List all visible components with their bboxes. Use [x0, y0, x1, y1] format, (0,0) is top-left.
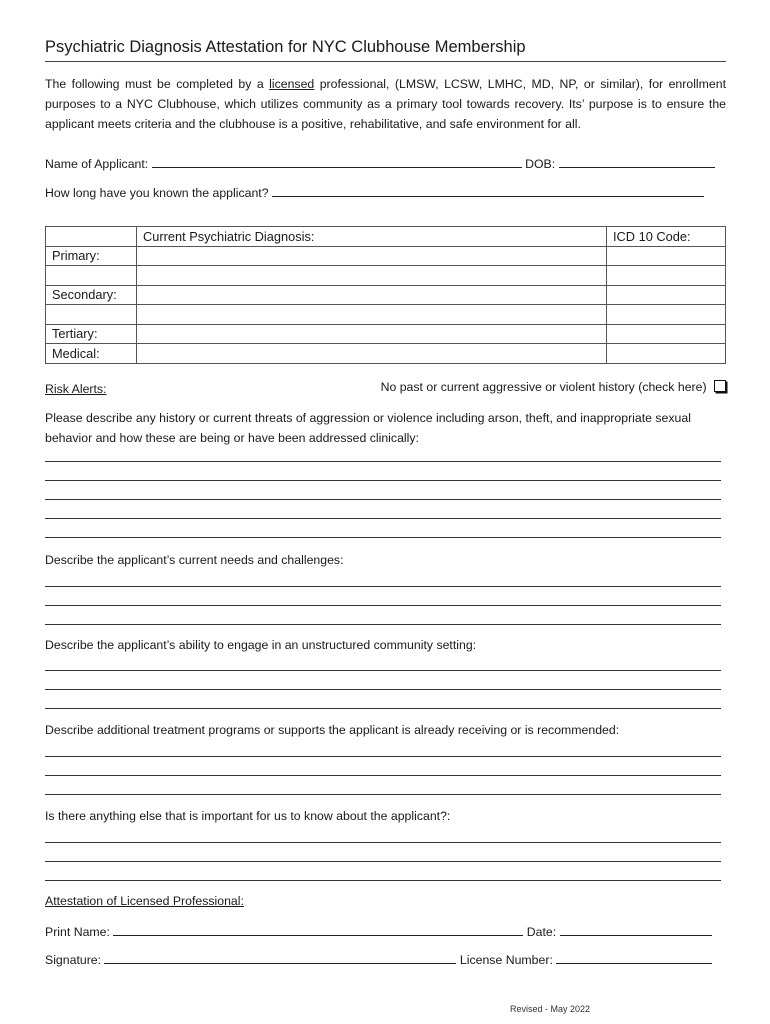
violence-answer-line[interactable]: [45, 499, 721, 500]
no-violence-checkbox[interactable]: [714, 380, 726, 392]
license-field[interactable]: [556, 951, 712, 964]
needs-answer-line[interactable]: [45, 605, 721, 606]
attestation-heading: Attestation of Licensed Professional:: [45, 894, 244, 908]
icd-cell[interactable]: [607, 285, 726, 305]
no-violence-label: No past or current aggressive or violent history (check here): [380, 380, 707, 394]
other-info-prompt: Is there anything else that is important for us to know about the applicant?:: [45, 809, 451, 823]
diagnosis-row: [46, 285, 726, 305]
row-label: Medical:: [46, 344, 137, 364]
icd-cell[interactable]: [607, 266, 726, 286]
diagnosis-row: [46, 324, 726, 344]
treatment-prompt: Describe additional treatment programs or supports the applicant is already receiving or is recommended:: [45, 723, 620, 737]
intro-text-end: professional, (LMSW, LCSW, LMHC, MD, NP, or similar), for enrollment purposes to a NYC Clubhouse, which utilizes community as a primary tool towards recovery. Its’ purpose is to ensure the applicant meets criteria and the clubhouse is a positive, rehabilitative, and safe environment for all.: [45, 77, 726, 131]
row-label: Primary:: [46, 246, 137, 266]
print-name-field[interactable]: [113, 923, 523, 936]
diagnosis-row: [46, 344, 726, 364]
revision-note: Revised - May 2022: [510, 1004, 591, 1014]
dob-label: DOB:: [525, 157, 556, 171]
signature-row: [45, 951, 712, 967]
diagnosis-header-row: [46, 227, 726, 247]
needs-answer-line[interactable]: [45, 624, 721, 625]
other-info-answer-line[interactable]: [45, 861, 721, 862]
risk-alerts-heading: Risk Alerts:: [45, 382, 107, 396]
intro-text-start: The following must be completed by a: [45, 77, 270, 91]
signature-field[interactable]: [104, 951, 456, 964]
applicant-name-row: [45, 155, 715, 171]
needs-answer-line[interactable]: [45, 586, 721, 587]
date-label: Date:: [526, 925, 557, 939]
diagnosis-cell[interactable]: [137, 285, 607, 305]
violence-answer-line[interactable]: [45, 461, 721, 462]
needs-prompt: Describe the applicant’s current needs and challenges:: [45, 553, 344, 567]
engage-answer-line[interactable]: [45, 708, 721, 709]
diagnosis-cell[interactable]: [137, 344, 607, 364]
license-label: License Number:: [459, 953, 553, 967]
violence-answer-line[interactable]: [45, 518, 721, 519]
diagnosis-cell[interactable]: [137, 246, 607, 266]
violence-answer-line[interactable]: [45, 537, 721, 538]
row-label: Secondary:: [46, 285, 137, 305]
diagnosis-row: [46, 246, 726, 266]
form-title: Psychiatric Diagnosis Attestation for NYC Clubhouse Membership: [45, 38, 726, 62]
row-label: [46, 305, 137, 325]
print-name-label: Print Name:: [45, 925, 110, 939]
icd-cell[interactable]: [607, 246, 726, 266]
dob-field[interactable]: [559, 155, 715, 168]
no-violence-check-row: [381, 380, 726, 394]
engage-answer-line[interactable]: [45, 670, 721, 671]
signature-label: Signature:: [45, 953, 102, 967]
known-duration-row: [45, 184, 704, 200]
diagnosis-cell[interactable]: [137, 266, 607, 286]
other-info-answer-line[interactable]: [45, 842, 721, 843]
icd-cell[interactable]: [607, 305, 726, 325]
applicant-name-field[interactable]: [152, 155, 522, 168]
engage-prompt: Describe the applicant’s ability to engage in an unstructured community setting:: [45, 638, 477, 652]
treatment-answer-line[interactable]: [45, 775, 721, 776]
applicant-name-label: Name of Applicant:: [45, 157, 149, 171]
header-diagnosis: Current Psychiatric Diagnosis:: [137, 227, 607, 247]
date-field[interactable]: [560, 923, 712, 936]
header-icd: ICD 10 Code:: [607, 227, 726, 247]
treatment-answer-line[interactable]: [45, 794, 721, 795]
icd-cell[interactable]: [607, 324, 726, 344]
violence-prompt: Please describe any history or current threats of aggression or violence including arson, theft, and inappropriate sexual behavior and how these are being or have been addressed clinically:: [45, 411, 691, 445]
print-name-row: [45, 923, 712, 939]
diagnosis-table: [45, 226, 726, 364]
violence-answer-line[interactable]: [45, 480, 721, 481]
header-blank-cell: [46, 227, 137, 247]
icd-cell[interactable]: [607, 344, 726, 364]
known-duration-label: How long have you known the applicant?: [45, 186, 269, 200]
other-info-answer-line[interactable]: [45, 880, 721, 881]
diagnosis-row: [46, 266, 726, 286]
diagnosis-cell[interactable]: [137, 305, 607, 325]
intro-paragraph: [45, 74, 726, 134]
row-label: Tertiary:: [46, 324, 137, 344]
known-duration-field[interactable]: [272, 184, 704, 197]
diagnosis-cell[interactable]: [137, 324, 607, 344]
row-label: [46, 266, 137, 286]
intro-underlined-word: licensed: [269, 77, 315, 91]
engage-answer-line[interactable]: [45, 689, 721, 690]
treatment-answer-line[interactable]: [45, 756, 721, 757]
diagnosis-row: [46, 305, 726, 325]
